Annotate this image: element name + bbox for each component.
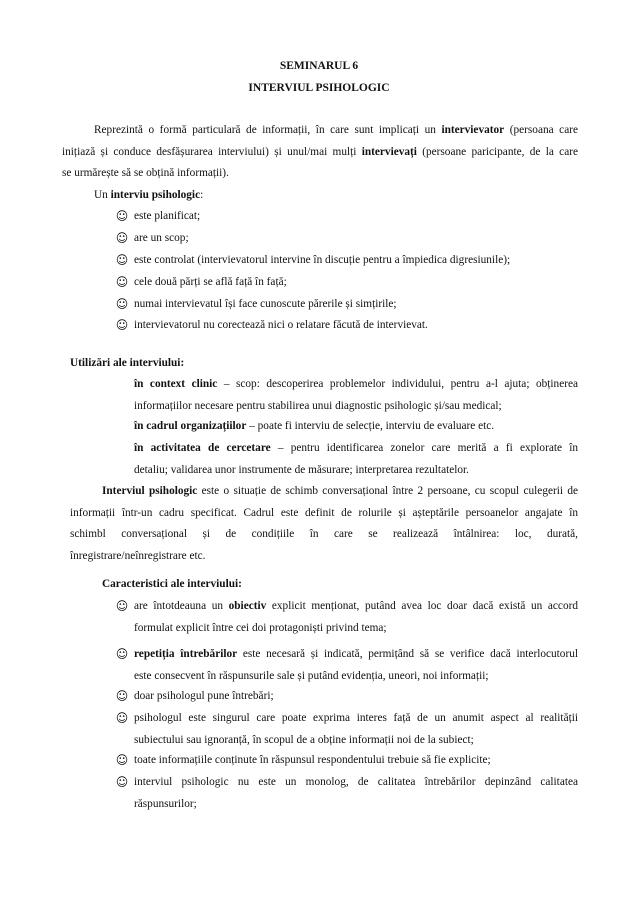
characteristics-heading: Caracteristici ale interviului:	[102, 578, 242, 590]
smiley-bullet-icon: ☺	[115, 318, 129, 332]
uses-heading: Utilizări ale interviului:	[70, 357, 185, 369]
intro-line-1: Reprezintă o formă particulară de informații, în care sunt implicați un intervievator (persoana care	[94, 124, 578, 136]
intro-paragraph	[62, 120, 578, 185]
list-item: ☺ repetiția întrebărilor este necesară și indicată, permițând să se verifice dacă interlocutorul este consecvent în răspunsurile sale și putând evidenția, uneori, noi informații;	[115, 644, 578, 688]
smiley-bullet-icon: ☺	[115, 753, 129, 767]
list-item: ☺ are întotdeauna un obiectiv explicit menționat, putând avea loc doar dacă există un accord formulat explicit între cei doi protagoniști privind tema;	[115, 596, 578, 640]
intro-line-3: se urmărește să se obțină informații).	[62, 167, 229, 179]
list-item: în cadrul organizațiilor – poate fi interviu de selecție, interviu de evaluare etc.	[134, 420, 495, 432]
situation-paragraph: Interviul psihologic este o situație de schimb conversațional între 2 persoane, cu scopul culegerii de informații într-un cadru specificat. Cadrul este definit de rolurile și așteptările persoanelor angajate în schimbl conversațional și de condițiile în care se realizează întâlnirea: loc, durată, înregistrare/neînregistrare etc.	[70, 485, 578, 562]
document-subtitle: INTERVIUL PSIHOLOGIC	[248, 82, 390, 94]
list-item: în activitatea de cercetare – pentru identificarea zonelor care merită a fi explorate în detaliu; validarea unor instrumente de măsurare; interpretarea rezultatelor.	[134, 442, 578, 476]
list-item: ☺ interviul psihologic nu este un monolog, de calitatea întrebărilor depinzând calitatea răspunsurilor;	[115, 772, 578, 816]
smiley-bullet-icon: ☺	[115, 711, 129, 725]
list-item: ☺ doar psihologul pune întrebări;	[115, 686, 578, 708]
smiley-bullet-icon: ☺	[115, 689, 129, 703]
list-item: ☺ este controlat (intervievatorul intervine în discuție pentru a împiedica digresiunile);	[115, 250, 578, 272]
list-item: ☺ cele două părți se află față în față;	[115, 272, 578, 294]
document-title: SEMINARUL 6	[279, 60, 359, 72]
smiley-bullet-icon: ☺	[115, 297, 129, 311]
list-item: ☺ este planificat;	[115, 206, 578, 228]
list-item: în context clinic – scop: descoperirea problemelor individului, pentru a-l ajuta; obținerea informațiilor necesare pentru stabilirea unui diagnostic psihologic și/sau medical;	[134, 378, 578, 412]
smiley-bullet-icon: ☺	[115, 647, 129, 661]
smiley-bullet-icon: ☺	[115, 253, 129, 267]
smiley-bullet-icon: ☺	[115, 209, 129, 223]
smiley-bullet-icon: ☺	[115, 775, 129, 789]
smiley-bullet-icon: ☺	[115, 231, 129, 245]
smiley-bullet-icon: ☺	[115, 275, 129, 289]
smiley-bullet-icon: ☺	[115, 599, 129, 613]
definition-line: Un interviu psihologic:	[94, 189, 204, 201]
list-item: ☺ numai intervievatul își face cunoscute părerile și simțirile;	[115, 294, 578, 316]
intro-line-2: inițiază și conduce desfășurarea interviului) și unul/mai mulți intervievați (persoane paricipante, de la care	[62, 145, 578, 158]
list-item: ☺ psihologul este singurul care poate exprima interes față de un anumit aspect al realității subiectului sau ignoranță, în scopul de a obține informații noi de la subiect;	[115, 708, 578, 752]
list-item: ☺ intervievatorul nu corectează nici o relatare făcută de intervievat.	[115, 315, 578, 337]
list-item: ☺ are un scop;	[115, 228, 578, 250]
list-item: ☺ toate informațiile conținute în răspunsul respondentului trebuie să fie explicite;	[115, 750, 578, 772]
